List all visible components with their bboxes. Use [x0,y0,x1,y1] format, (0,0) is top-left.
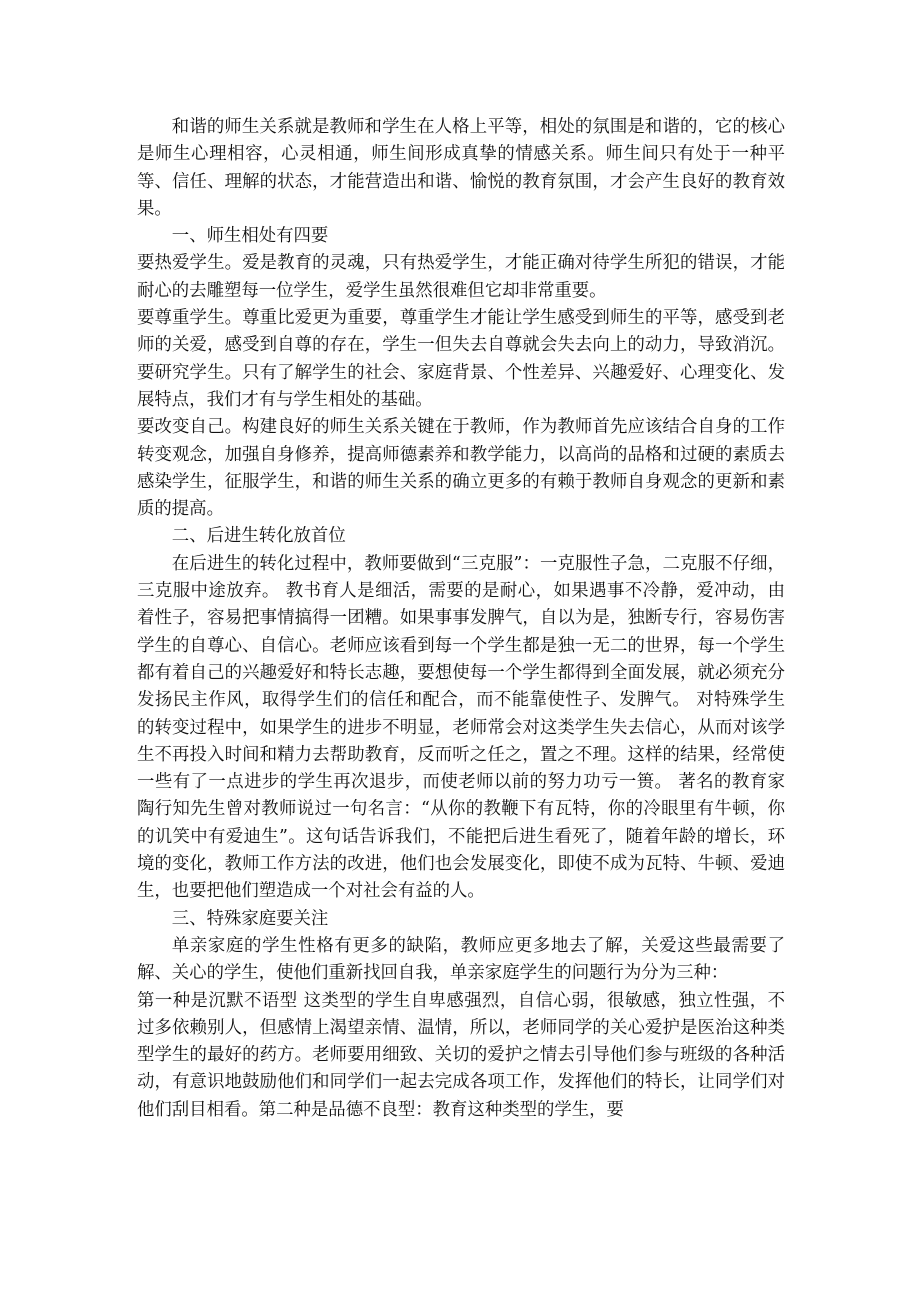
paragraph-love-students: 要热爱学生。爱是教育的灵魂，只有热爱学生，才能正确对待学生所犯的错误，才能耐心的去雕塑每一位学生，爱学生虽然很难但它却非常重要。 [137,253,785,301]
paragraph-change-self: 要改变自己。构建良好的师生关系关键在于教师，作为教师首先应该结合自身的工作转变观念，加强自身修养，提高师德素养和教学能力，以高尚的品格和过硬的素质去感染学生，征服学生，和谐的师生关系的确立更多的有赖于教师自身观念的更新和素质的提高。 [137,417,785,520]
paragraph-intro: 和谐的师生关系就是教师和学生在人格上平等，相处的氛围是和谐的，它的核心是师生心理相容，心灵相通，师生间形成真挚的情感关系。师生间只有处于一种平等、信任、理解的状态，才能营造出和谐、愉悦的教育氛围，才会产生良好的教育效果。 [137,117,785,219]
section-heading-2: 二、后进生转化放首位 [171,526,346,547]
document-body [137,114,785,1124]
paragraph-respect-students: 要尊重学生。尊重比爱更为重要，尊重学生才能让学生感受到师生的平等，感受到老师的关爱，感受到自尊的存在，学生一但失去自尊就会失去向上的动力，导致消沉。要研究学生。只有了解学生的社会、家庭背景、个性差异、兴趣爱好、心理变化、发展特点，我们才有与学生相处的基础。 [137,308,785,410]
paragraph-underachievers: 在后进生的转化过程中，教师要做到“三克服”：一克服性子急，二克服不仔细，三克服中途放弃。 教书育人是细活，需要的是耐心，如果遇事不冷静，爱冲动，由着性子，容易把事情搞得一团糟。如果事事发脾气，自以为是，独断专行，容易伤害学生的自尊心、自信心。老师应该看到每一个学生都是独一无二的世界，每一个学生都有着自己的兴趣爱好和特长志趣，要想使每一个学生都得到全面发展，就必须充分发扬民主作风，取得学生们的信任和配合，而不能靠使性子、发脾气。 对特殊学生的转变过程中，如果学生的进步不明显，老师常会对这类学生失去信心，从而对该学生不再投入时间和精力去帮助教育，反而听之任之，置之不理。这样的结果，经常使一些有了一点进步的学生再次退步，而使老师以前的努力功亏一篑。 著名的教育家陶行知先生曾对教师说过一句名言：“从你的教鞭下有瓦特，你的冷眼里有牛顿，你的讥笑中有爱迪生”。这句话告诉我们，不能把后进生看死了，随着年龄的增长，环境的变化，教师工作方法的改进，他们也会发展变化，即使不成为瓦特、牛顿、爱迪生，也要把他们塑造成一个对社会有益的人。 [137,553,785,902]
section-heading-3: 三、特殊家庭要关注 [171,908,329,929]
section-heading-1: 一、师生相处有四要 [171,226,329,247]
paragraph-single-parent: 单亲家庭的学生性格有更多的缺陷，教师应更多地去了解，关爱这些最需要了解、关心的学生，使他们重新找回自我，单亲家庭学生的问题行为分为三种： [137,935,785,984]
paragraph-types: 第一种是沉默不语型 这类型的学生自卑感强烈，自信心弱，很敏感，独立性强，不过多依赖别人，但感情上渴望亲情、温情，所以，老师同学的关心爱护是医治这种类型学生的最好的药方。老师要用细致、关切的爱护之情去引导他们参与班级的各种活动，有意识地鼓励他们和同学们一起去完成各项工作，发挥他们的特长，让同学们对他们刮目相看。第二种是品德不良型：教育这种类型的学生，要 [137,990,785,1120]
